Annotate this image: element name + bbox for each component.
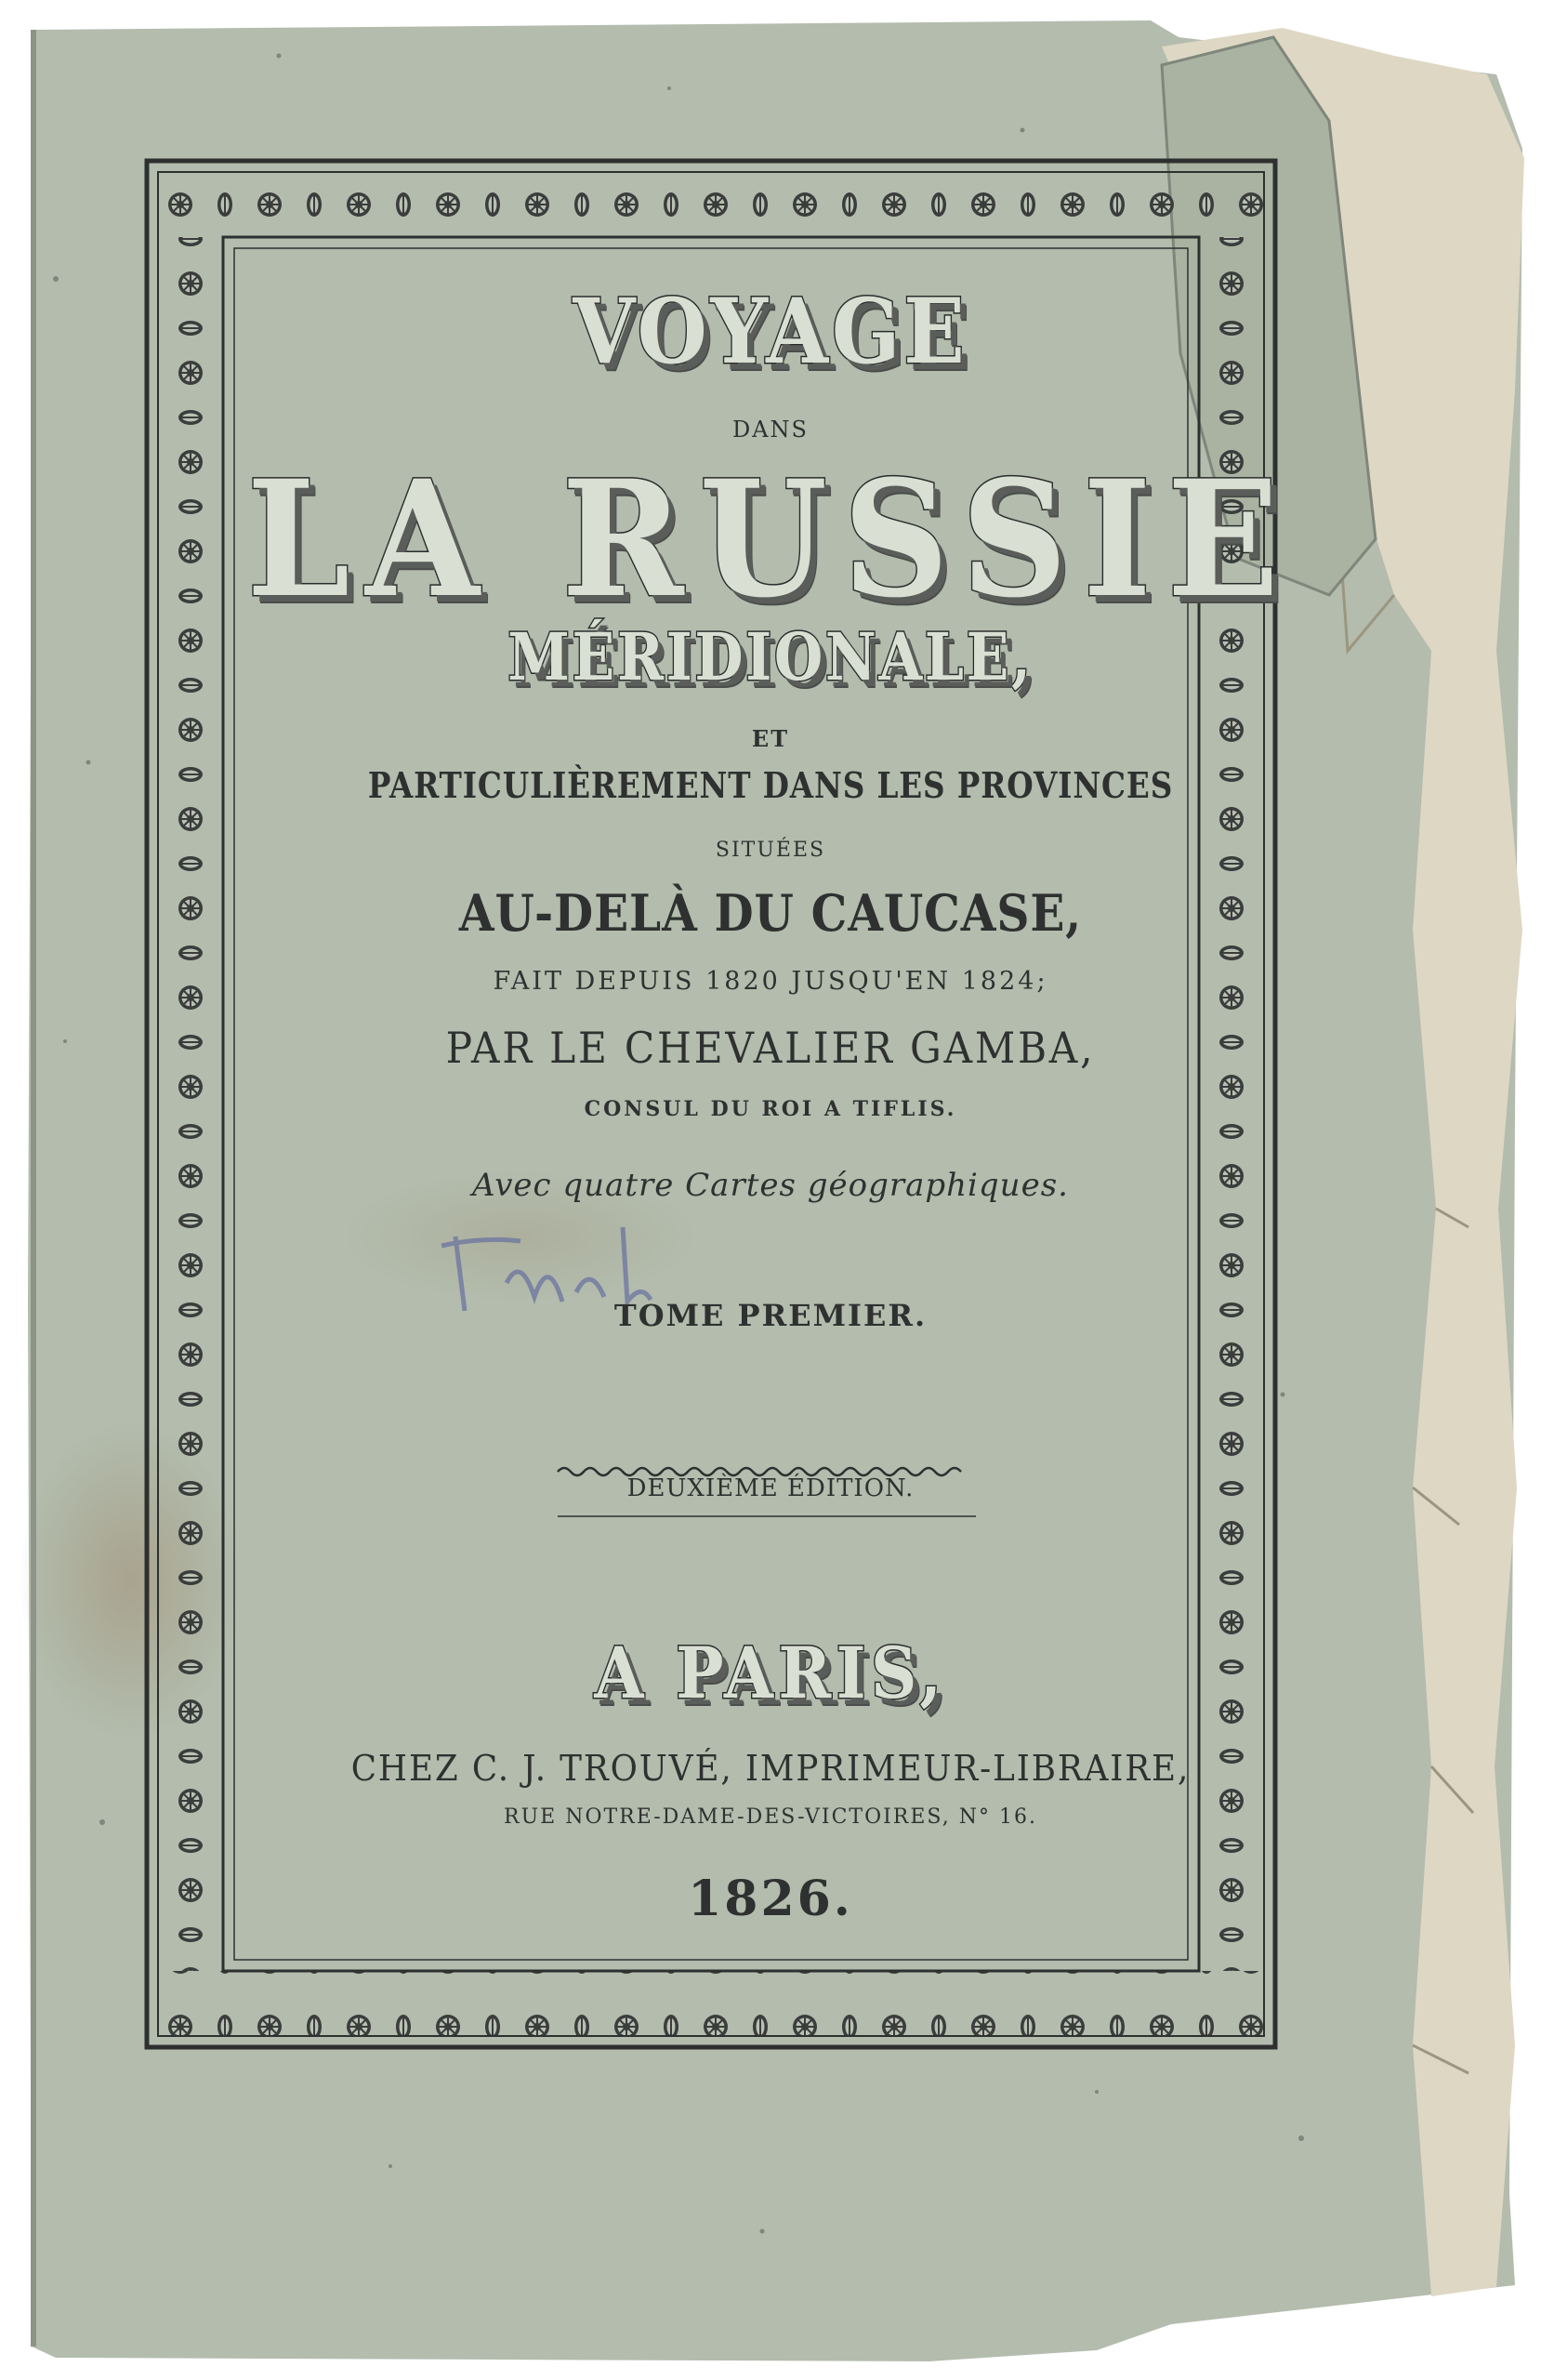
connector-situees: SITUÉES — [715, 839, 826, 862]
edition-line: DEUXIÈME ÉDITION. — [626, 1474, 915, 1502]
region-line: AU-DELÀ DU CAUCASE, — [458, 883, 1083, 943]
title-voyage: VOYAGE — [573, 279, 968, 384]
handwritten-note: Avec quatre Cartes géographiques. — [472, 1167, 1069, 1204]
volume-line: TOME PREMIER. — [613, 1298, 928, 1333]
subject-line: PARTICULIÈREMENT DANS LES PROVINCES — [367, 764, 1174, 806]
connector-et: ET — [751, 725, 790, 752]
title-la-russie: LA RUSSIE — [246, 444, 1295, 633]
year-line: 1826. — [688, 1871, 853, 1927]
author-title: CONSUL DU ROI A TIFLIS. — [584, 1097, 957, 1121]
dates-line: FAIT DEPUIS 1820 JUSQU'EN 1824; — [493, 967, 1048, 996]
publisher-line: CHEZ C. J. TROUVÉ, IMPRIMEUR-LIBRAIRE, — [350, 1748, 1191, 1789]
connector-dans: DANS — [731, 416, 809, 443]
title-meridionale: MÉRIDIONALE, — [507, 618, 1034, 695]
address-line: RUE NOTRE-DAME-DES-VICTOIRES, N° 16. — [504, 1805, 1037, 1829]
place-line: A PARIS, — [594, 1632, 947, 1714]
author-line: PAR LE CHEVALIER GAMBA, — [445, 1023, 1096, 1073]
